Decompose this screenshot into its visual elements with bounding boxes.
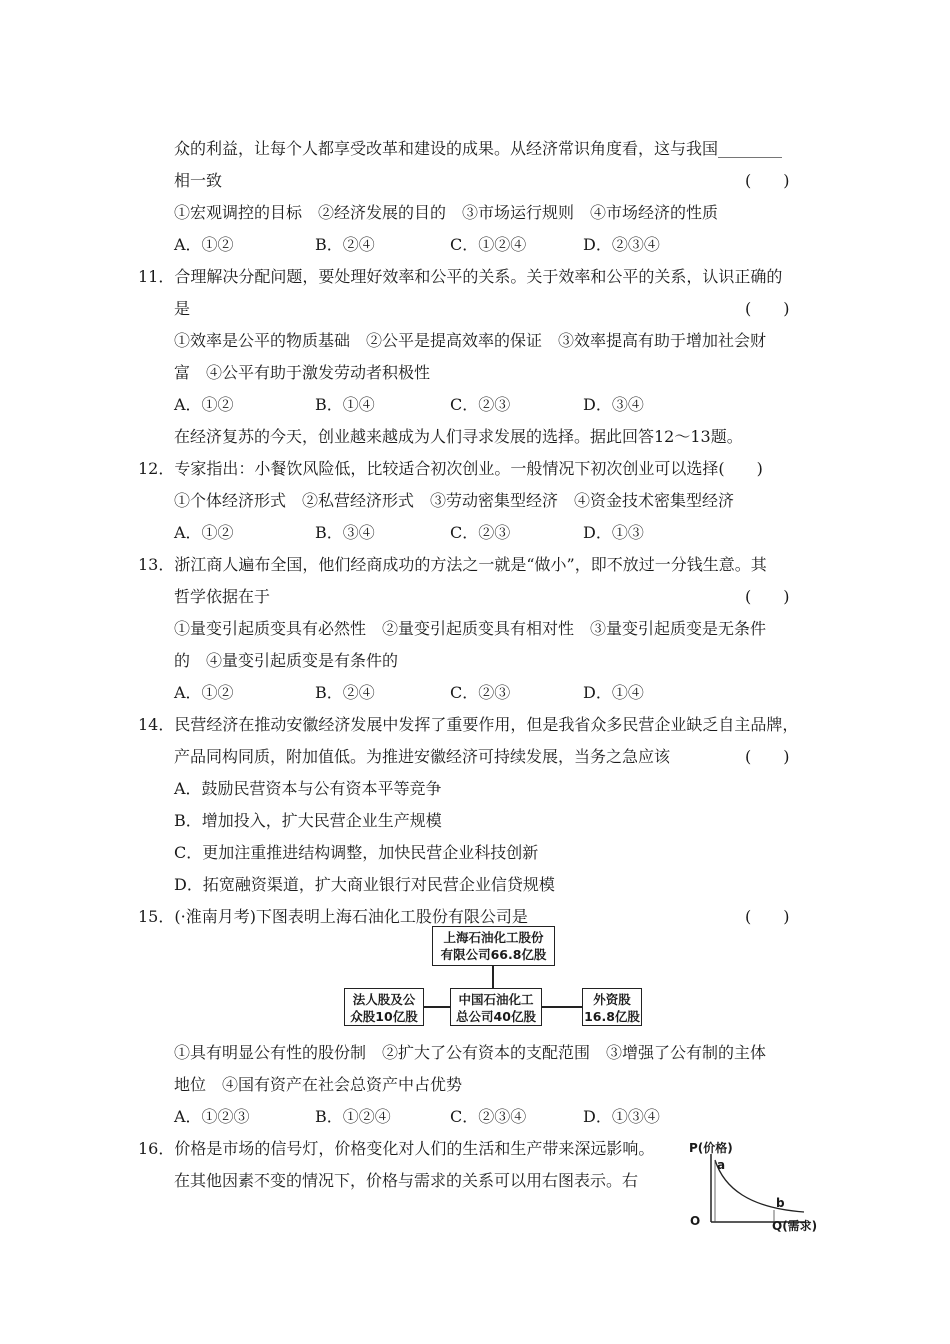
q12-opt-c: C．②③: [450, 523, 511, 542]
demand-curve: [715, 1160, 804, 1212]
org-box-top-line2: 有限公司66.8亿股: [440, 947, 547, 962]
q14-option-a: A．鼓励民营资本与公有资本平等竞争: [174, 779, 442, 798]
q13-line1: 13．浙江商人遍布全国，他们经商成功的方法之一就是“做小”，即不放过一分钱生意。其: [138, 555, 767, 574]
q11-opt-a: A．①②: [174, 395, 234, 414]
q11-line1: 11．合理解决分配问题，要处理好效率和公平的关系。关于效率和公平的关系，认识正确的: [138, 267, 783, 286]
q15-line1: 15．(·淮南月考)下图表明上海石油化工股份有限公司是: [138, 907, 528, 926]
q12-opt-b: B．③④: [315, 523, 375, 542]
q12-opt-d: D．①③: [583, 523, 644, 542]
q11-opt-c: C．②③: [450, 395, 511, 414]
q11-opt-b: B．①④: [315, 395, 375, 414]
q11-choices2: 富 ④公平有助于激发劳动者积极性: [174, 363, 431, 382]
org-box-right: [582, 988, 642, 1026]
q13-opt-c: C．②③: [450, 683, 511, 702]
org-connector-left: [424, 1006, 450, 1008]
q10-choices: ①宏观调控的目标 ②经济发展的目的 ③市场运行规则 ④市场经济的性质: [174, 203, 719, 222]
q10-opt-a: A．①②: [174, 235, 234, 254]
q13-choices2: 的 ④量变引起质变是有条件的: [174, 651, 399, 670]
org-box-right-line2: 16.8亿股: [584, 1009, 640, 1024]
q15-opt-b: B．①②④: [315, 1107, 391, 1126]
graph-y-label: P(价格): [689, 1141, 733, 1155]
q10-paren: ( ): [745, 171, 790, 190]
q16-line2: 在其他因素不变的情况下，价格与需求的关系可以用右图表示。右: [174, 1171, 639, 1190]
org-box-right-line1: 外资股: [593, 992, 631, 1007]
org-box-left-line2: 众股10亿股: [350, 1009, 418, 1024]
q14-line1: 14．民营经济在推动安徽经济发展中发挥了重要作用，但是我省众多民营企业缺乏自主品牌，: [138, 715, 799, 734]
q10-line2: 相一致: [174, 171, 223, 190]
graph-point-b: b: [776, 1196, 785, 1210]
q15-opt-d: D．①③④: [583, 1107, 660, 1126]
q13-opt-b: B．②④: [315, 683, 375, 702]
q16-line1: 16．价格是市场的信号灯，价格变化对人们的生活和生产带来深远影响。: [138, 1139, 655, 1158]
q15-choices1: ①具有明显公有性的股份制 ②扩大了公有资本的支配范围 ③增强了公有制的主体: [174, 1043, 767, 1062]
org-box-middle-line1: 中国石油化工: [458, 992, 534, 1007]
q12-opt-a: A．①②: [174, 523, 234, 542]
q15-opt-a: A．①②③: [174, 1107, 250, 1126]
q14-option-b: B．增加投入，扩大民营企业生产规模: [174, 811, 442, 830]
q10-opt-c: C．①②④: [450, 235, 527, 254]
q12-line1: 12．专家指出：小餐饮风险低，比较适合初次创业。一般情况下初次创业可以选择( ): [138, 459, 763, 478]
q12-choices: ①个体经济形式 ②私营经济形式 ③劳动密集型经济 ④资金技术密集型经济: [174, 491, 735, 510]
graph-point-a: a: [717, 1158, 726, 1172]
q14-option-d: D．拓宽融资渠道，扩大商业银行对民营企业信贷规模: [174, 875, 555, 894]
org-box-middle: [450, 988, 542, 1026]
q10-opt-d: D．②③④: [583, 235, 660, 254]
q15-choices2: 地位 ④国有资产在社会总资产中占优势: [174, 1075, 463, 1094]
q11-choices1: ①效率是公平的物质基础 ②公平是提高效率的保证 ③效率提高有助于增加社会财: [174, 331, 767, 350]
q13-opt-a: A．①②: [174, 683, 234, 702]
q11-opt-d: D．③④: [583, 395, 644, 414]
q10-line1: 众的利益，让每个人都享受改革和建设的成果。从经济常识角度看，这与我国________: [174, 139, 783, 158]
q13-opt-d: D．①④: [583, 683, 644, 702]
q10-opt-b: B．②④: [315, 235, 375, 254]
org-connector-right: [542, 1006, 582, 1008]
org-connector-vertical: [492, 966, 494, 988]
q14-option-c: C．更加注重推进结构调整，加快民营企业科技创新: [174, 843, 539, 862]
q11-line2: 是: [174, 299, 191, 318]
graph-origin: O: [690, 1214, 701, 1228]
org-box-top: [432, 926, 555, 966]
org-box-top-line1: 上海石油化工股份: [443, 930, 544, 945]
q13-line2: 哲学依据在于: [174, 587, 271, 606]
q13-paren: ( ): [745, 587, 790, 606]
org-box-left-line1: 法人股及公: [352, 992, 416, 1007]
org-box-middle-line2: 总公司40亿股: [456, 1009, 536, 1024]
q14-line2: 产品同构同质，附加值低。为推进安徽经济可持续发展，当务之急应该: [174, 747, 671, 766]
q11-paren: ( ): [745, 299, 790, 318]
q15-opt-c: C．②③④: [450, 1107, 527, 1126]
graph-x-label: Q(需求): [772, 1219, 818, 1233]
q12-13-intro: 在经济复苏的今天，创业越来越成为人们寻求发展的选择。据此回答12～13题。: [174, 427, 743, 446]
q15-paren: ( ): [745, 907, 790, 926]
q14-paren: ( ): [745, 747, 790, 766]
org-box-left: [344, 988, 424, 1026]
q13-choices1: ①量变引起质变具有必然性 ②量变引起质变具有相对性 ③量变引起质变是无条件: [174, 619, 767, 638]
